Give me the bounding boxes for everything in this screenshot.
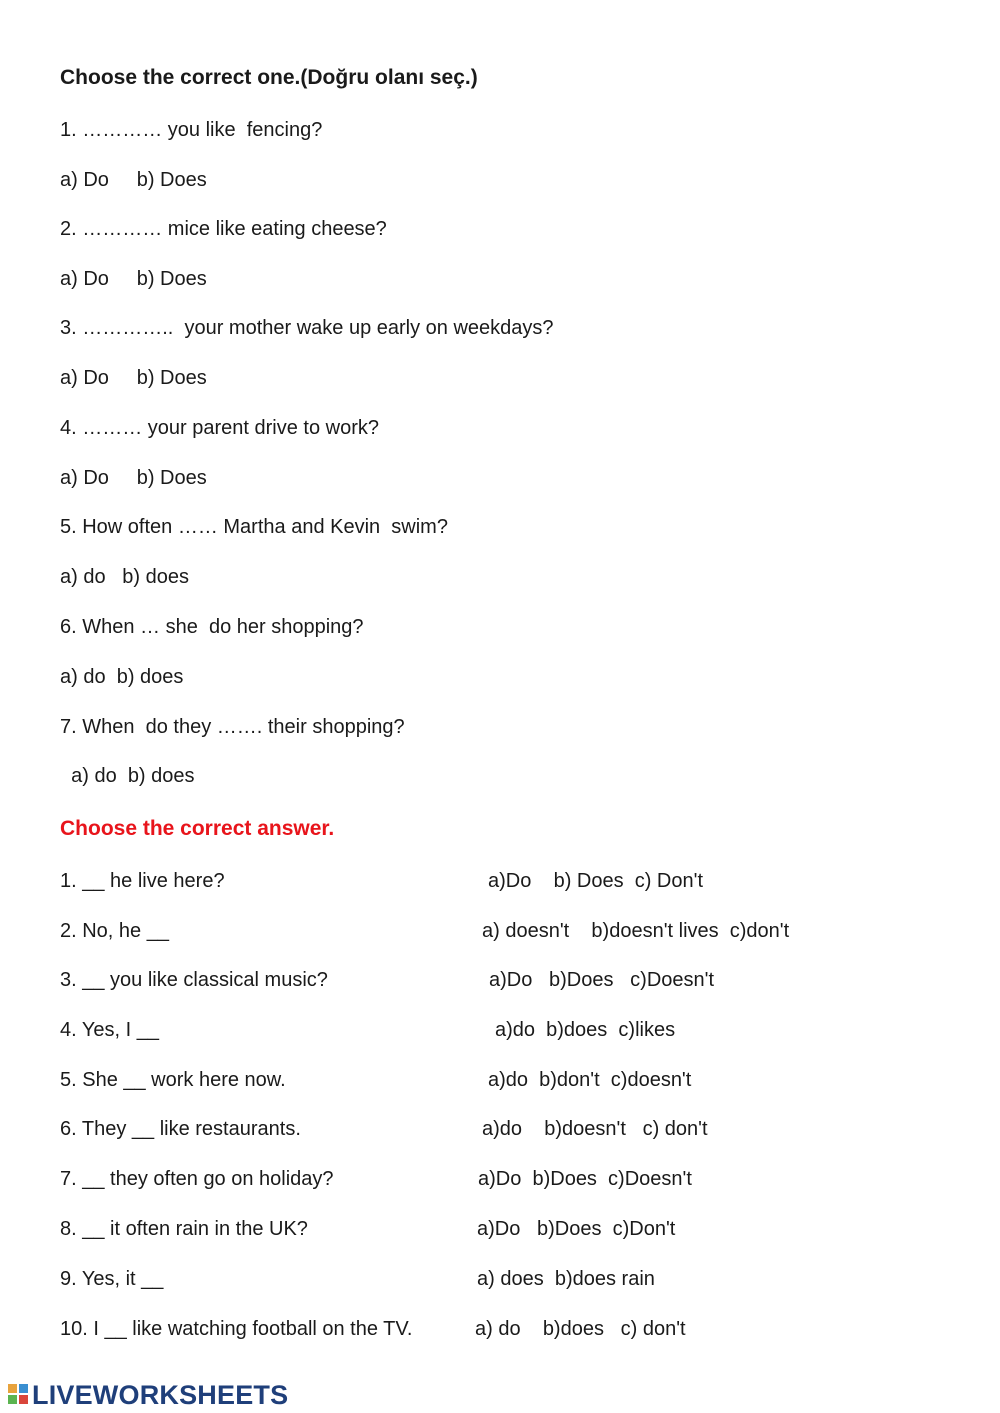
answer-options-5: a) do b) does	[60, 566, 189, 588]
part2-question-6: 6. They __ like restaurants.	[60, 1118, 301, 1140]
question-4: 4. ……… your parent drive to work?	[60, 417, 380, 439]
part2-question-5: 5. She __ work here now.	[60, 1069, 286, 1091]
part2-choices-9: a) does b)does rain	[477, 1268, 655, 1290]
question-7: 7. When do they ……. their shopping?	[60, 716, 405, 738]
part2-question-1: 1. __ he live here?	[60, 870, 225, 892]
answer-options-4: a) Do b) Does	[60, 467, 207, 489]
section2-heading: Choose the correct answer.	[60, 817, 335, 840]
part2-question-7: 7. __ they often go on holiday?	[60, 1168, 334, 1190]
answer-options-1: a) Do b) Does	[60, 169, 207, 191]
part2-question-3: 3. __ you like classical music?	[60, 969, 328, 991]
section1-heading: Choose the correct one.(Doğru olanı seç.)	[60, 66, 478, 89]
part2-choices-10: a) do b)does c) don't	[475, 1318, 686, 1340]
answer-options-2: a) Do b) Does	[60, 268, 207, 290]
part2-question-10: 10. I __ like watching football on the TV.	[60, 1318, 413, 1340]
part2-choices-5: a)do b)don't c)doesn't	[488, 1069, 692, 1091]
question-1: 1. ………… you like fencing?	[60, 119, 323, 141]
logo-text: LIVEWORKSHEETS	[32, 1380, 289, 1410]
part2-question-8: 8. __ it often rain in the UK?	[60, 1218, 308, 1240]
part2-choices-2: a) doesn't b)doesn't lives c)don't	[482, 920, 790, 942]
answer-options-7: a) do b) does	[60, 765, 195, 787]
part2-choices-1: a)Do b) Does c) Don't	[488, 870, 703, 892]
part2-choices-6: a)do b)doesn't c) don't	[482, 1118, 708, 1140]
part2-choices-4: a)do b)does c)likes	[495, 1019, 676, 1041]
question-5: 5. How often …… Martha and Kevin swim?	[60, 516, 448, 538]
question-2: 2. ………… mice like eating cheese?	[60, 218, 387, 240]
liveworksheets-mark-icon	[8, 1382, 30, 1408]
part2-question-4: 4. Yes, I __	[60, 1019, 159, 1041]
part2-choices-7: a)Do b)Does c)Doesn't	[478, 1168, 692, 1190]
question-3: 3. ………….. your mother wake up early on weekdays?	[60, 317, 554, 339]
part2-question-9: 9. Yes, it __	[60, 1268, 164, 1290]
answer-options-3: a) Do b) Does	[60, 367, 207, 389]
liveworksheets-logo	[8, 1380, 288, 1410]
question-6: 6. When … she do her shopping?	[60, 616, 364, 638]
part2-question-2: 2. No, he __	[60, 920, 169, 942]
answer-options-6: a) do b) does	[60, 666, 184, 688]
part2-choices-3: a)Do b)Does c)Doesn't	[489, 969, 715, 991]
part2-choices-8: a)Do b)Does c)Don't	[477, 1218, 676, 1240]
